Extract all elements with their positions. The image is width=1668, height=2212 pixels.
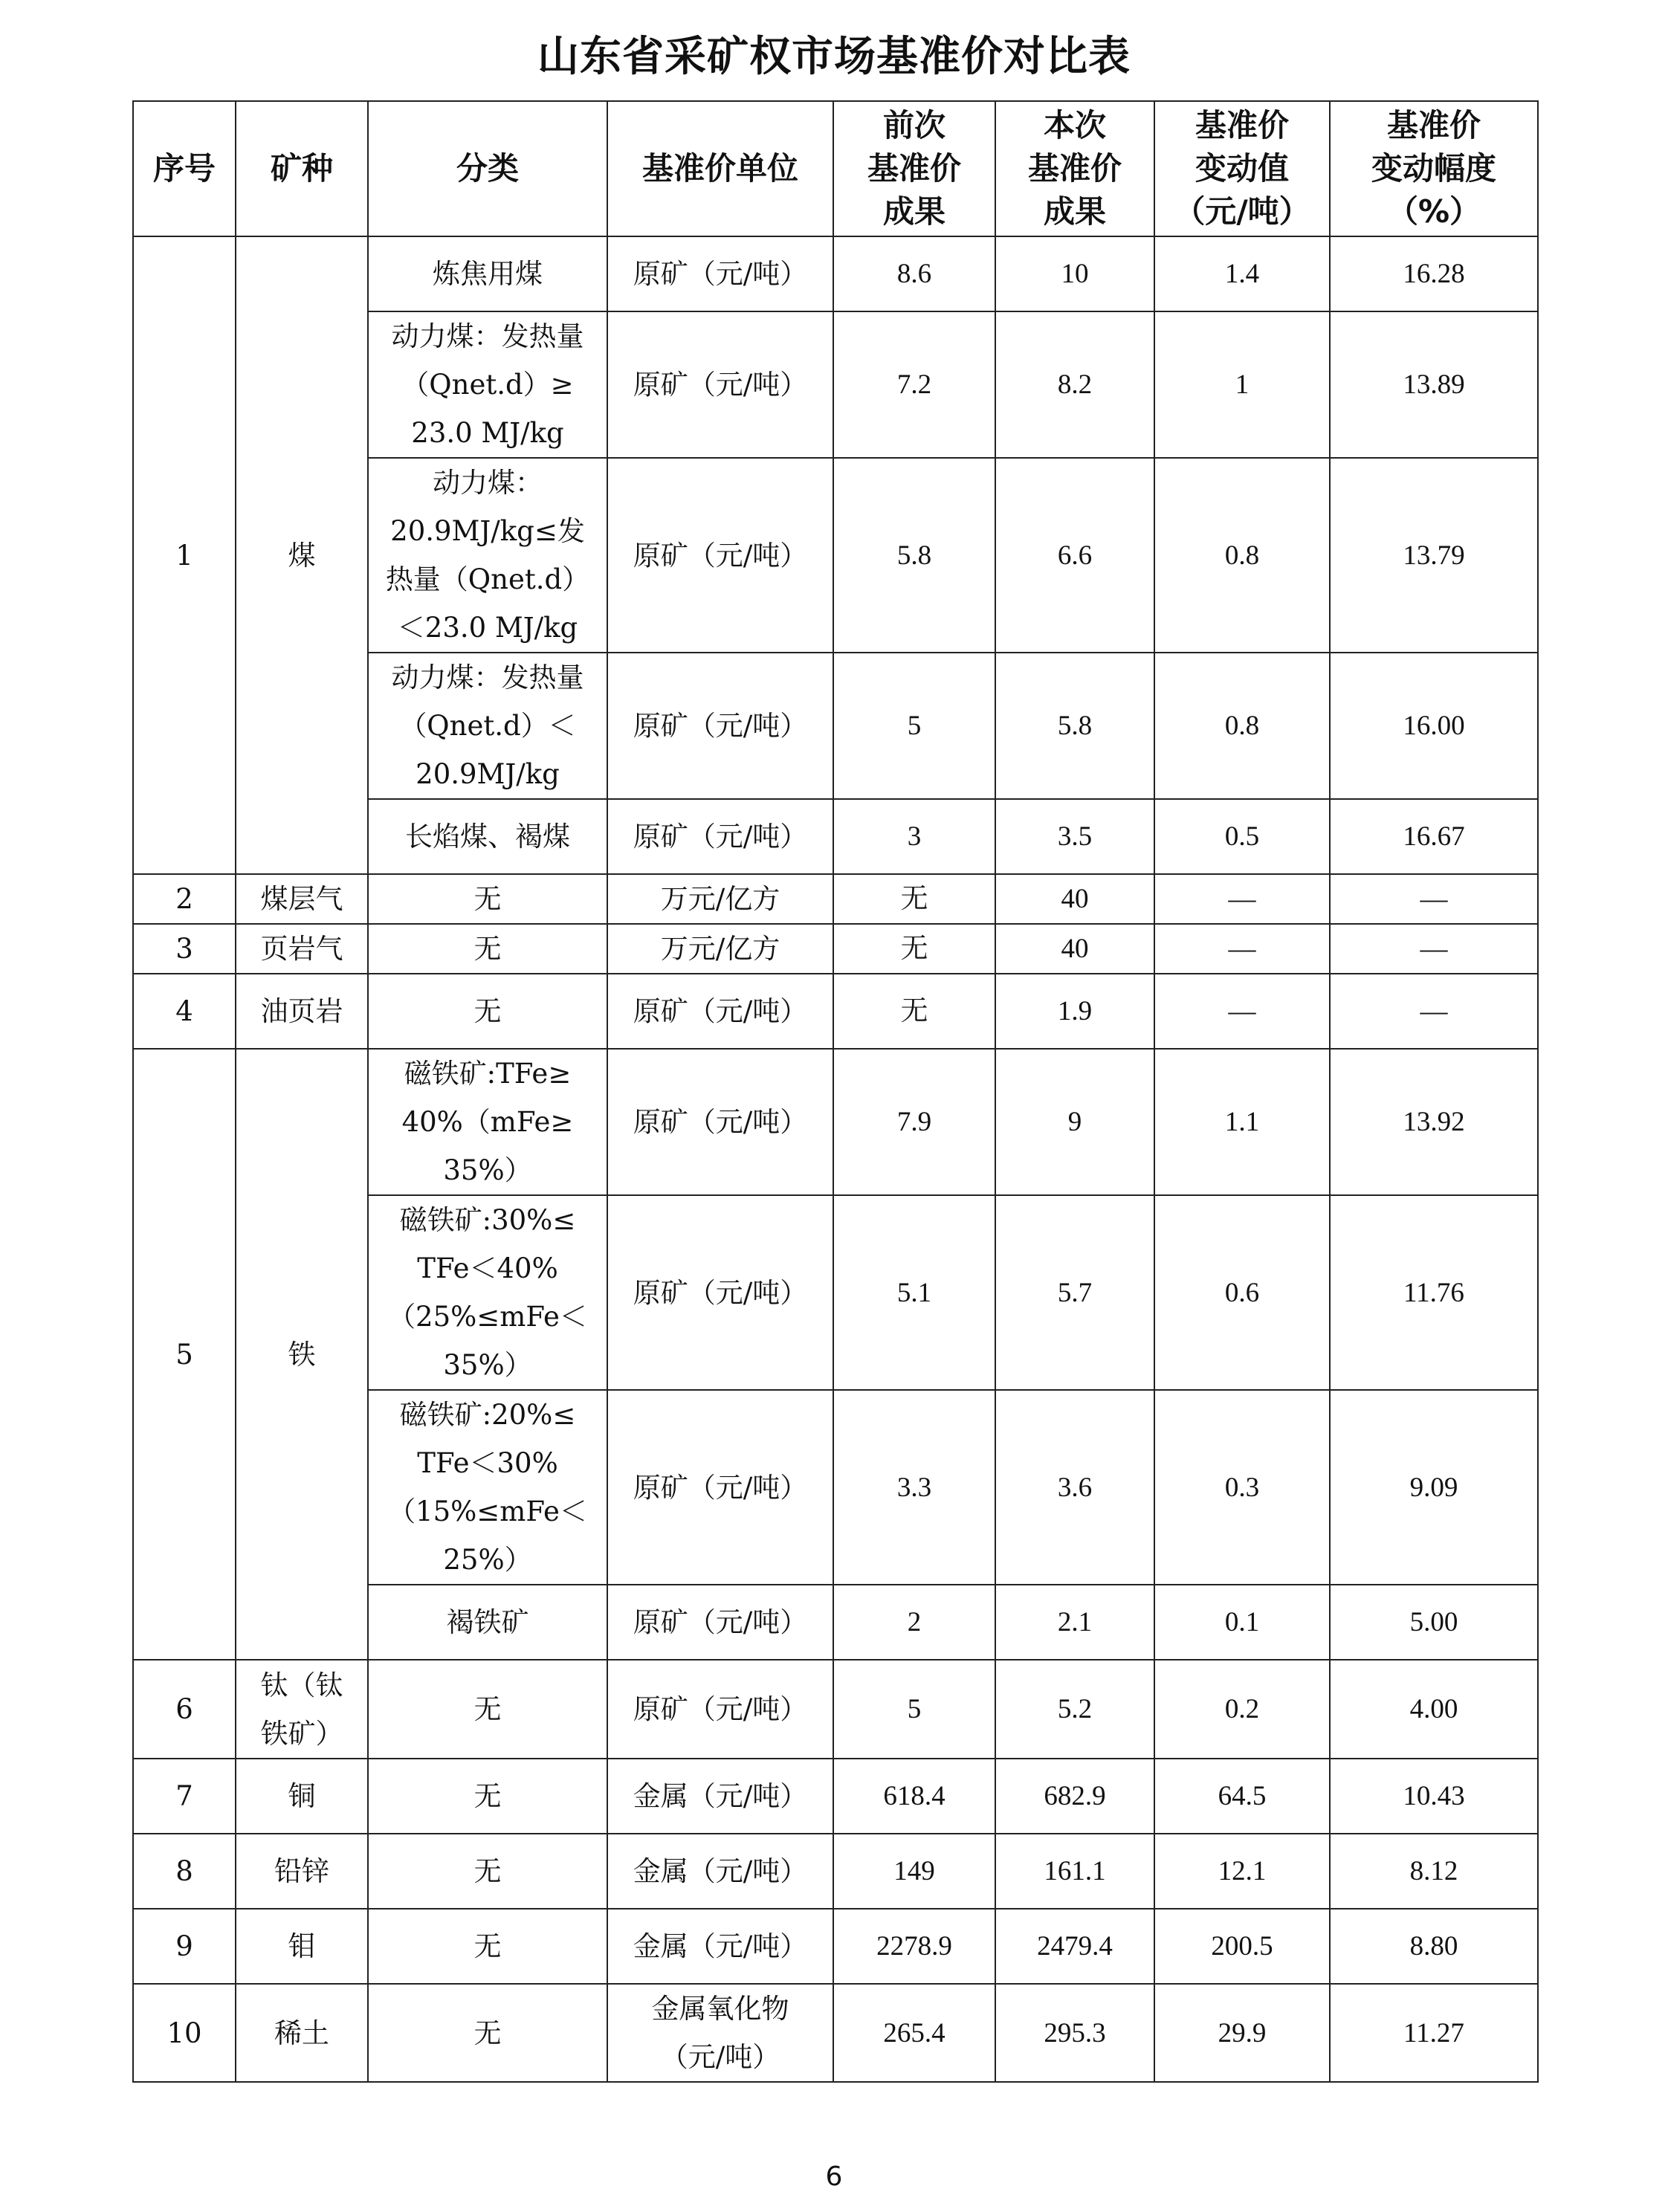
cell-pct: 8.80 xyxy=(1330,1909,1538,1984)
cell-change: — xyxy=(1154,974,1330,1049)
cell-curr: 5.2 xyxy=(995,1660,1154,1759)
cell-curr: 161.1 xyxy=(995,1834,1154,1909)
header-prev: 前次 基准价 成果 xyxy=(833,101,995,236)
table-row xyxy=(133,1909,1538,1984)
cell-curr: 3.6 xyxy=(995,1390,1154,1585)
cell-category: 无 xyxy=(368,974,607,1049)
cell-change: 0.6 xyxy=(1154,1195,1330,1390)
header-seq: 序号 xyxy=(133,101,236,236)
cell-change: 0.5 xyxy=(1154,799,1330,874)
cell-pct: 16.00 xyxy=(1330,653,1538,799)
cell-change: 0.8 xyxy=(1154,458,1330,653)
cell-curr: 3.5 xyxy=(995,799,1154,874)
cell-category: 动力煤： 20.9MJ/kg≤发 热量（Qnet.d） ＜23.0 MJ/kg xyxy=(368,458,607,653)
cell-pct: 16.28 xyxy=(1330,236,1538,311)
cell-seq: 6 xyxy=(133,1660,236,1759)
cell-pct: — xyxy=(1330,924,1538,974)
cell-mineral: 煤层气 xyxy=(236,874,368,924)
cell-unit: 金属（元/吨） xyxy=(607,1909,833,1984)
cell-curr: 6.6 xyxy=(995,458,1154,653)
cell-prev: 5.1 xyxy=(833,1195,995,1390)
cell-change: 64.5 xyxy=(1154,1759,1330,1834)
cell-unit: 原矿（元/吨） xyxy=(607,311,833,458)
cell-unit: 原矿（元/吨） xyxy=(607,1195,833,1390)
cell-curr: 2.1 xyxy=(995,1585,1154,1660)
cell-category: 褐铁矿 xyxy=(368,1585,607,1660)
cell-unit: 原矿（元/吨） xyxy=(607,653,833,799)
cell-seq: 2 xyxy=(133,874,236,924)
table-row xyxy=(133,1834,1538,1909)
cell-curr: 5.7 xyxy=(995,1195,1154,1390)
cell-prev: 3.3 xyxy=(833,1390,995,1585)
table-row xyxy=(133,236,1538,311)
cell-pct: — xyxy=(1330,974,1538,1049)
cell-unit: 原矿（元/吨） xyxy=(607,799,833,874)
cell-prev: 7.2 xyxy=(833,311,995,458)
cell-category: 无 xyxy=(368,1834,607,1909)
cell-change: 0.2 xyxy=(1154,1660,1330,1759)
cell-prev: 无 xyxy=(833,924,995,974)
cell-prev: 2 xyxy=(833,1585,995,1660)
cell-curr: 2479.4 xyxy=(995,1909,1154,1984)
cell-unit: 万元/亿方 xyxy=(607,924,833,974)
cell-category: 磁铁矿:TFe≥ 40%（mFe≥ 35%） xyxy=(368,1049,607,1195)
cell-prev: 149 xyxy=(833,1834,995,1909)
cell-seq: 3 xyxy=(133,924,236,974)
cell-mineral: 钛（钛 铁矿） xyxy=(236,1660,368,1759)
cell-category: 无 xyxy=(368,1909,607,1984)
header-unit: 基准价单位 xyxy=(607,101,833,236)
cell-curr: 295.3 xyxy=(995,1984,1154,2082)
cell-unit: 原矿（元/吨） xyxy=(607,458,833,653)
cell-unit: 万元/亿方 xyxy=(607,874,833,924)
cell-prev: 无 xyxy=(833,874,995,924)
cell-mineral: 油页岩 xyxy=(236,974,368,1049)
cell-unit: 原矿（元/吨） xyxy=(607,1049,833,1195)
cell-prev: 7.9 xyxy=(833,1049,995,1195)
cell-mineral: 稀土 xyxy=(236,1984,368,2082)
cell-mineral: 煤 xyxy=(236,236,368,874)
page-number: 6 xyxy=(825,2161,843,2192)
cell-change: 0.8 xyxy=(1154,653,1330,799)
cell-pct: 13.89 xyxy=(1330,311,1538,458)
cell-pct: — xyxy=(1330,874,1538,924)
cell-prev: 8.6 xyxy=(833,236,995,311)
cell-pct: 13.92 xyxy=(1330,1049,1538,1195)
table-row xyxy=(133,1049,1538,1195)
cell-pct: 16.67 xyxy=(1330,799,1538,874)
cell-unit: 金属（元/吨） xyxy=(607,1834,833,1909)
header-category: 分类 xyxy=(368,101,607,236)
table-header-row xyxy=(133,101,1538,236)
page-title: 山东省采矿权市场基准价对比表 xyxy=(537,33,1131,81)
cell-pct: 13.79 xyxy=(1330,458,1538,653)
table-row xyxy=(133,874,1538,924)
cell-change: 1.1 xyxy=(1154,1049,1330,1195)
cell-mineral: 铁 xyxy=(236,1049,368,1660)
cell-unit: 原矿（元/吨） xyxy=(607,1585,833,1660)
cell-category: 无 xyxy=(368,874,607,924)
cell-pct: 10.43 xyxy=(1330,1759,1538,1834)
cell-change: 200.5 xyxy=(1154,1909,1330,1984)
cell-unit: 原矿（元/吨） xyxy=(607,1390,833,1585)
cell-prev: 618.4 xyxy=(833,1759,995,1834)
cell-category: 无 xyxy=(368,1759,607,1834)
cell-category: 无 xyxy=(368,924,607,974)
cell-prev: 无 xyxy=(833,974,995,1049)
cell-change: 29.9 xyxy=(1154,1984,1330,2082)
header-curr: 本次 基准价 成果 xyxy=(995,101,1154,236)
cell-unit: 原矿（元/吨） xyxy=(607,974,833,1049)
cell-mineral: 铜 xyxy=(236,1759,368,1834)
cell-mineral: 页岩气 xyxy=(236,924,368,974)
cell-unit: 原矿（元/吨） xyxy=(607,1660,833,1759)
cell-change: 0.1 xyxy=(1154,1585,1330,1660)
cell-curr: 8.2 xyxy=(995,311,1154,458)
cell-seq: 5 xyxy=(133,1049,236,1660)
cell-seq: 9 xyxy=(133,1909,236,1984)
cell-curr: 1.9 xyxy=(995,974,1154,1049)
cell-change: — xyxy=(1154,874,1330,924)
table-row xyxy=(133,1660,1538,1759)
price-comparison-table xyxy=(132,100,1539,2083)
cell-pct: 11.76 xyxy=(1330,1195,1538,1390)
cell-unit: 原矿（元/吨） xyxy=(607,236,833,311)
cell-category: 动力煤：发热量 （Qnet.d）＜ 20.9MJ/kg xyxy=(368,653,607,799)
table-row xyxy=(133,1759,1538,1834)
table-row xyxy=(133,1984,1538,2082)
cell-prev: 5 xyxy=(833,653,995,799)
cell-category: 动力煤：发热量 （Qnet.d）≥ 23.0 MJ/kg xyxy=(368,311,607,458)
cell-curr: 10 xyxy=(995,236,1154,311)
cell-seq: 10 xyxy=(133,1984,236,2082)
cell-prev: 5 xyxy=(833,1660,995,1759)
header-pct: 基准价 变动幅度 （%） xyxy=(1330,101,1538,236)
cell-prev: 5.8 xyxy=(833,458,995,653)
cell-change: 0.3 xyxy=(1154,1390,1330,1585)
cell-curr: 40 xyxy=(995,924,1154,974)
header-mineral: 矿种 xyxy=(236,101,368,236)
cell-unit: 金属氧化物 （元/吨） xyxy=(607,1984,833,2082)
cell-category: 无 xyxy=(368,1984,607,2082)
table-row xyxy=(133,974,1538,1049)
table-row xyxy=(133,924,1538,974)
cell-pct: 11.27 xyxy=(1330,1984,1538,2082)
cell-prev: 265.4 xyxy=(833,1984,995,2082)
cell-seq: 8 xyxy=(133,1834,236,1909)
cell-seq: 4 xyxy=(133,974,236,1049)
cell-curr: 9 xyxy=(995,1049,1154,1195)
cell-curr: 40 xyxy=(995,874,1154,924)
cell-category: 磁铁矿:30%≤ TFe＜40% （25%≤mFe＜ 35%） xyxy=(368,1195,607,1390)
cell-prev: 3 xyxy=(833,799,995,874)
cell-pct: 9.09 xyxy=(1330,1390,1538,1585)
cell-curr: 682.9 xyxy=(995,1759,1154,1834)
cell-category: 炼焦用煤 xyxy=(368,236,607,311)
cell-pct: 8.12 xyxy=(1330,1834,1538,1909)
cell-change: 12.1 xyxy=(1154,1834,1330,1909)
cell-category: 无 xyxy=(368,1660,607,1759)
cell-seq: 1 xyxy=(133,236,236,874)
header-change: 基准价 变动值 （元/吨） xyxy=(1154,101,1330,236)
cell-category: 磁铁矿:20%≤ TFe＜30% （15%≤mFe＜ 25%） xyxy=(368,1390,607,1585)
cell-change: 1.4 xyxy=(1154,236,1330,311)
cell-seq: 7 xyxy=(133,1759,236,1834)
cell-pct: 4.00 xyxy=(1330,1660,1538,1759)
cell-unit: 金属（元/吨） xyxy=(607,1759,833,1834)
cell-change: — xyxy=(1154,924,1330,974)
cell-change: 1 xyxy=(1154,311,1330,458)
cell-prev: 2278.9 xyxy=(833,1909,995,1984)
cell-mineral: 铅锌 xyxy=(236,1834,368,1909)
cell-pct: 5.00 xyxy=(1330,1585,1538,1660)
cell-category: 长焰煤、褐煤 xyxy=(368,799,607,874)
cell-curr: 5.8 xyxy=(995,653,1154,799)
cell-mineral: 钼 xyxy=(236,1909,368,1984)
